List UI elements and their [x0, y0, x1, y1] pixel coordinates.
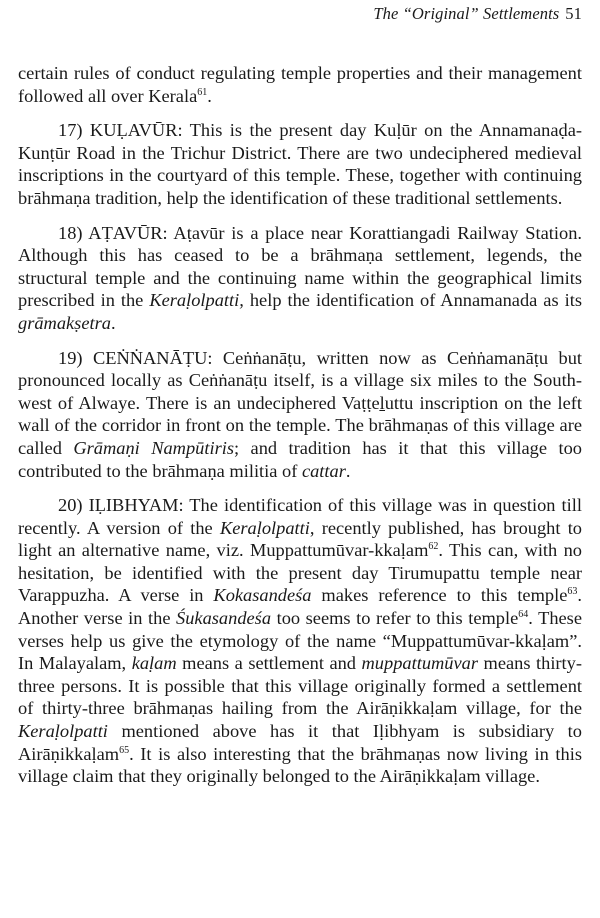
italic-term: Keraḷolpatti, [149, 290, 244, 311]
text-run: makes reference to this temple [311, 585, 568, 606]
italic-term: Keraḷolpatti [219, 517, 310, 538]
text-run: means a settlement and [176, 653, 362, 674]
italic-term: muppattumūvar [361, 653, 478, 674]
running-head-title: The “Original” Settlements [373, 4, 560, 23]
text-run: certain rules of conduct regulating temple properties and their management followed all over Kerala [18, 63, 582, 106]
italic-term: grāmakṣetra [18, 312, 111, 333]
footnote-ref: 62 [428, 541, 439, 553]
text-run: . [207, 85, 212, 106]
body-text [18, 62, 582, 800]
text-run: . [345, 460, 351, 481]
text-run: . Another verse in the [18, 585, 582, 629]
italic-term: Grāmaṇi Nampūtiris [73, 437, 234, 458]
paragraph-cennanatu [18, 347, 582, 483]
text-run: mentioned above has it that Iḷibhyam is subsidiary to Airāṇikkaḷam [18, 721, 582, 764]
paragraph-ilibhyam [18, 494, 582, 788]
page-number: 51 [565, 4, 582, 23]
footnote-ref: 61 [197, 86, 208, 98]
footnote-ref: 63 [567, 586, 578, 598]
text-run: , recently published, has brought to light an alternative name, viz. Muppattumūvar-kkaḷam [18, 517, 583, 561]
text-run: . This can, with no hesitation, be identified with the present day Tirumupattu temple near Varappuzha. A verse in [18, 540, 582, 606]
italic-term: cattar [301, 460, 346, 481]
paragraph-atavur [18, 222, 582, 335]
text-run: too seems to refer to this temple [271, 608, 519, 629]
footnote-ref: 64 [518, 608, 529, 620]
italic-term: Keraḷolpatti [18, 721, 108, 742]
italic-term: Kokasandeśa [213, 585, 312, 606]
text-run: . [110, 312, 116, 333]
paragraph-continuation [18, 62, 582, 107]
footnote-ref: 65 [119, 744, 130, 756]
text-run: 18) AṬAVŪR: Aṭavūr is a place near Korattiangadi Railway Station. Although this has ceased to be a brāhmaṇa settlement, legends, the structural temple and the continuing name within the geographical limits prescribed in the [18, 222, 582, 311]
running-head [373, 4, 582, 24]
text-run: 20) IḶIBHYAM: The identification of this village was in question till recently. A version of the [18, 495, 582, 538]
text-run: . It is also interesting that the brāhmaṇas now living in this village claim that they originally belonged to the Airāṇikkaḷam village. [18, 743, 582, 787]
text-run: means thirty-three persons. It is possible that this village originally formed a settlement of thirty-three brāhmaṇas hailing from the Airāṇikkaḷam village, for the [18, 653, 582, 719]
text-run: help the identification of Annamanada as its [243, 290, 582, 311]
text-run: 17) KUḶAVŪR: This is the present day Kuḷūr on the Annamanaḍa-Kunṭūr Road in the Trichur District. There are two undeciphered medieval inscriptions in the courtyard of this temple. These, together with continuing brāhmaṇa tradition, help the identification of these traditional settlements. [18, 120, 582, 208]
text-run: 19) CEṄṄANĀṬU: Ceṅṅanāṭu, written now as Ceṅṅamanāṭu but pronounced locally as Ceṅṅanāṭu itself, is a village six miles to the South-west of Alwaye. There is an undeciphered Vaṭṭeḻuttu inscription on the left wall of the corridor in front on the temple. The brāhmaṇas of this village are called [18, 347, 582, 458]
italic-term: kaḷam [131, 653, 177, 674]
italic-term: Śukasandeśa [176, 608, 272, 629]
text-run: ; and tradition has it that this village too contributed to the brāhmaṇa militia of [18, 437, 582, 481]
text-run: . These verses help us give the etymology of the name “Muppattumūvar-kkaḷam”. In Malayalam, [18, 608, 582, 674]
paragraph-kulavur [18, 119, 582, 209]
